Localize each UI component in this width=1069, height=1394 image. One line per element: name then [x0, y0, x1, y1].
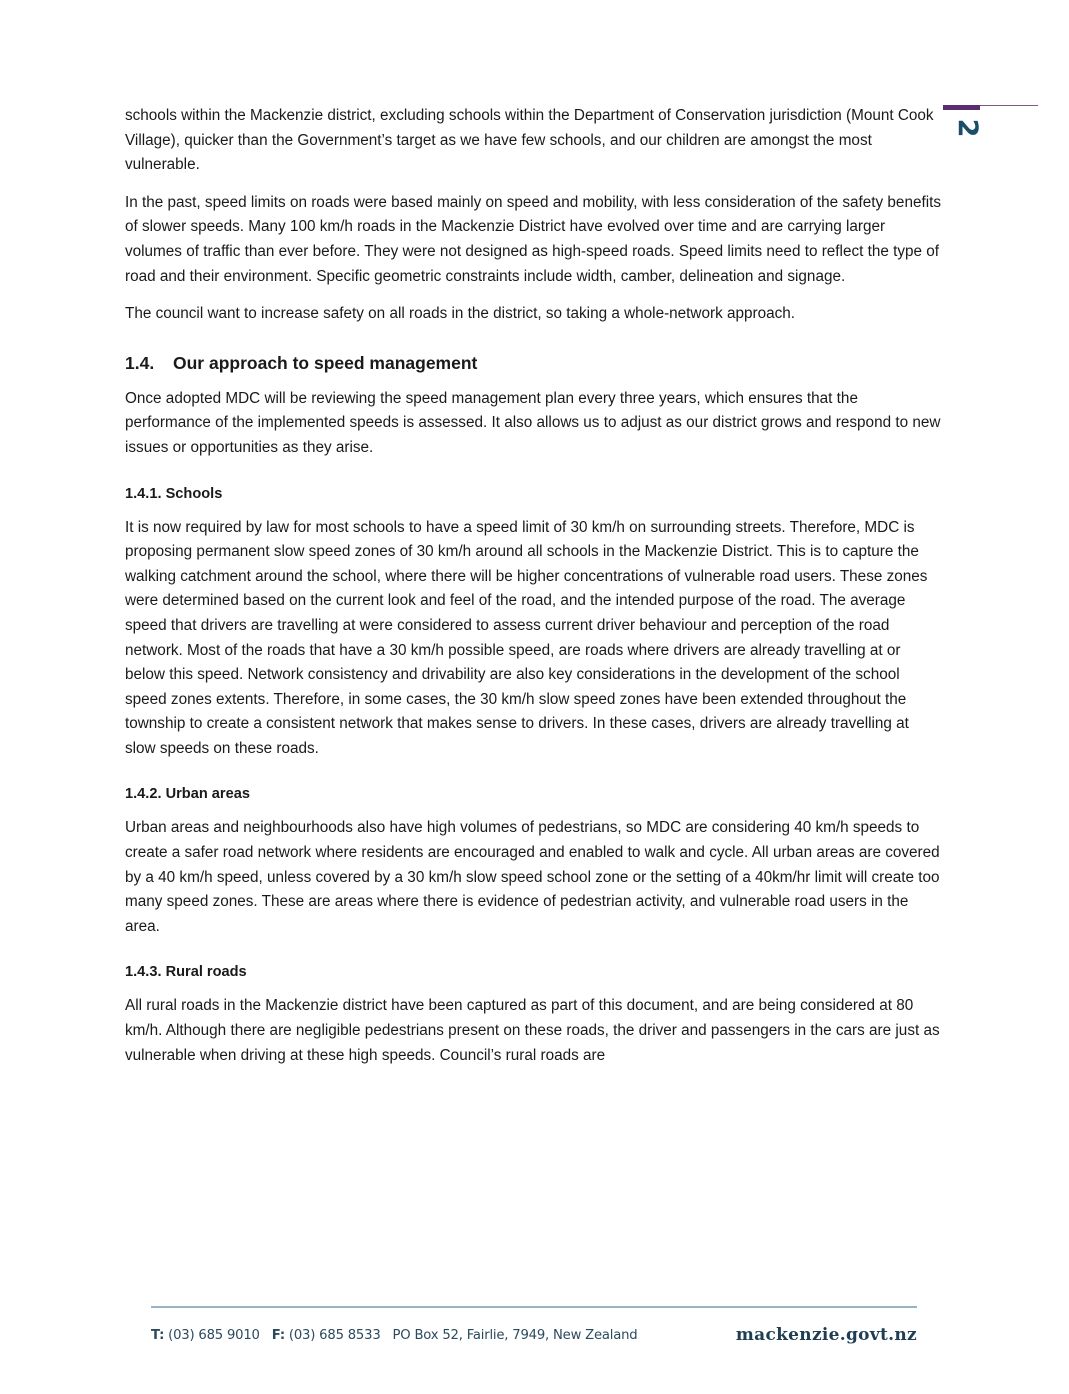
footer-contact — [151, 1328, 637, 1343]
fax-number: (03) 685 8533 — [288, 1328, 381, 1343]
phone-number: (03) 685 9010 — [168, 1328, 260, 1343]
page-number: 2 — [952, 118, 983, 138]
intro-paragraph-2: In the past, speed limits on roads were based mainly on speed and mobility, with less consideration of the safety benefits of slower speeds. Many 100 km/h roads in the Mackenzie District have evolved over time and are carrying larger volumes of traffic than ever before. They were not designed as high-speed roads. Speed limits need to reflect the type of road and their environment. Specific geometric constraints include width, camber, delineation and signage. — [125, 193, 942, 285]
fax-label: F: — [271, 1328, 285, 1343]
intro-paragraph-1: schools within the Mackenzie district, excluding schools within the Department of Conservation jurisdiction (Mount Cook Village), quicker than the Government’s target as we have few schools, and our children are amongst the most vulnerable. — [125, 107, 934, 174]
phone-label: T: — [151, 1328, 165, 1343]
subsection-heading-rural: 1.4.3. Rural roads — [125, 964, 247, 981]
footer-divider — [151, 1306, 917, 1308]
intro-paragraph-3: The council want to increase safety on all roads in the district, so taking a whole-network approach. — [125, 305, 796, 323]
subsection-paragraph-rural: All rural roads in the Mackenzie district have been captured as part of this document, and are being considered at 80 km/h. Although there are negligible pedestrians present on these roads, the driver and passengers in the cars are just as vulnerable when driving at these high speeds. Council’s rural roads are — [125, 997, 940, 1064]
subsection-paragraph-schools: It is now required by law for most schools to have a speed limit of 30 km/h on surrounding streets. Therefore, MDC is proposing permanent slow speed zones of 30 km/h around all schools in the Mackenzie District. This is to capture the walking catchment around the school, where there will be higher concentrations of vulnerable road users. These zones were determined based on the current look and feel of the road, and the intended purpose of the road. The average speed that drivers are travelling at were considered to assess current driver behaviour and perception of the road network. Most of the roads that have a 30 km/h possible speed, are roads where drivers are already travelling at or below this speed. Network consistency and drivability are also key considerations in the development of the school speed zones extents. Therefore, in some cases, the 30 km/h slow speed zones have been extended throughout the township to create a consistent network that makes sense to drivers. In these cases, drivers are already travelling at slow speeds on these roads. — [125, 518, 928, 757]
page-content — [125, 104, 943, 1081]
website-link[interactable]: mackenzie.govt.nz — [735, 1325, 917, 1345]
page-marker-bar — [943, 105, 980, 110]
page-marker-line — [980, 105, 1038, 106]
page-marker — [943, 102, 1038, 147]
section-title: Our approach to speed management — [173, 352, 478, 373]
subsection-heading-urban: 1.4.2. Urban areas — [125, 786, 250, 803]
subsection-heading-schools: 1.4.1. Schools — [125, 485, 223, 502]
subsection-paragraph-urban: Urban areas and neighbourhoods also have high volumes of pedestrians, so MDC are considering 40 km/h speeds to create a safer road network where residents are encouraged and enabled to walk and cycle. All urban areas are covered by a 40 km/h speed, unless covered by a 30 km/h slow speed school zone or the setting of a 40km/hr limit will create too many speed zones. These are areas where there is evidence of pedestrian activity, and vulnerable road users in the area. — [125, 819, 940, 935]
section-number: 1.4. — [125, 352, 155, 373]
postal-address: PO Box 52, Fairlie, 7949, New Zealand — [392, 1328, 638, 1343]
section-heading — [125, 351, 943, 375]
section-paragraph: Once adopted MDC will be reviewing the speed management plan every three years, which ensures that the performance of the implemented speeds is assessed. It also allows us to adjust as our district grows and respond to new issues or opportunities as they arise. — [125, 389, 941, 456]
footer — [151, 1325, 917, 1351]
